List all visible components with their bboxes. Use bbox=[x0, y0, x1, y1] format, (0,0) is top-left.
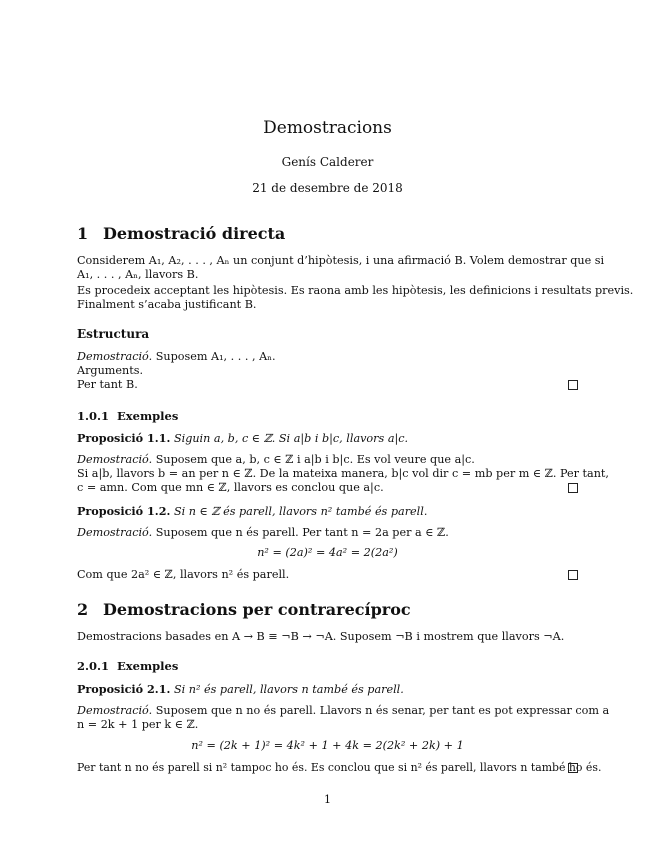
proof-line bbox=[77, 704, 610, 718]
subsubsection-number: 2.0.1 bbox=[77, 659, 110, 673]
proof-text: Suposem que a, b, c ∈ ℤ i a|b i b|c. Es vol veure que a|c. bbox=[152, 453, 475, 466]
proof-line: Per tant n no és parell si n² tampoc ho és. Es conclou que si n² és parell, llavors n també ho és. bbox=[77, 761, 602, 774]
proposition bbox=[77, 682, 579, 697]
section-title: Demostracions per contrarecíproc bbox=[103, 600, 411, 619]
qed-box bbox=[568, 483, 578, 493]
subsubsection-heading bbox=[77, 659, 178, 673]
qed-box bbox=[568, 380, 578, 390]
proposition-label: Proposició 1.1. bbox=[77, 431, 171, 445]
section-2-heading bbox=[77, 600, 411, 619]
proof-line: Arguments. bbox=[77, 364, 144, 377]
paragraph-line: Demostracions basades en A → B ≡ ¬B → ¬A. Suposem ¬B i mostrem que llavors ¬A. bbox=[77, 630, 565, 643]
proof-line: Per tant B. bbox=[77, 378, 138, 391]
proof-text: Suposem que n és parell. Per tant n = 2a per a ∈ ℤ. bbox=[152, 526, 449, 539]
qed-box bbox=[568, 570, 578, 580]
subsubsection-title: Exemples bbox=[117, 409, 179, 423]
subsubsection-number: 1.0.1 bbox=[77, 409, 110, 423]
paragraph-line: A₁, . . . , Aₙ, llavors B. bbox=[77, 268, 199, 281]
date: 21 de desembre de 2018 bbox=[252, 181, 403, 195]
proposition-label: Proposició 1.2. bbox=[77, 504, 171, 518]
proof-line bbox=[77, 453, 579, 467]
proof-line bbox=[77, 526, 579, 540]
equation: n² = (2k + 1)² = 4k² + 1 + 4k = 2(2k² + 2k) + 1 bbox=[191, 739, 464, 752]
section-title: Demostració directa bbox=[103, 224, 286, 243]
proof-text: Suposem A₁, . . . , Aₙ. bbox=[152, 350, 276, 363]
subsubsection-heading bbox=[77, 409, 178, 423]
proof-label: Demostració. bbox=[77, 350, 153, 363]
paragraph-line: Considerem A₁, A₂, . . . , Aₙ un conjunt d’hipòtesis, i una afirmació B. Volem demostrar que si bbox=[77, 254, 605, 267]
page-number: 1 bbox=[324, 793, 331, 806]
proof-line: n = 2k + 1 per k ∈ ℤ. bbox=[77, 718, 199, 731]
proof-line: Com que 2a² ∈ ℤ, llavors n² és parell. bbox=[77, 568, 290, 581]
section-number: 2 bbox=[77, 600, 89, 619]
proof-label: Demostració. bbox=[77, 453, 153, 466]
document-title: Demostracions bbox=[263, 118, 392, 138]
qed-box bbox=[568, 763, 578, 773]
paragraph-line: Finalment s’acaba justificant B. bbox=[77, 298, 257, 311]
proof-line bbox=[77, 350, 579, 364]
section-number: 1 bbox=[77, 224, 89, 243]
proposition-text: Si n² és parell, llavors n també és parell. bbox=[170, 683, 404, 696]
proposition-text: Siguin a, b, c ∈ ℤ. Si a|b i b|c, llavors a|c. bbox=[170, 432, 409, 445]
equation: n² = (2a)² = 4a² = 2(2a²) bbox=[257, 546, 398, 559]
proposition bbox=[77, 431, 579, 446]
proof-line: Si a|b, llavors b = an per n ∈ ℤ. De la mateixa manera, b|c vol dir c = mb per m ∈ ℤ. Per tant, bbox=[77, 467, 609, 480]
proof-text: Suposem que n no és parell. Llavors n és senar, per tant es pot expressar com a bbox=[152, 704, 610, 717]
proposition-label: Proposició 2.1. bbox=[77, 682, 171, 696]
subsubsection-title: Exemples bbox=[117, 659, 179, 673]
proof-line: c = amn. Com que mn ∈ ℤ, llavors es conclou que a|c. bbox=[77, 481, 384, 494]
author: Genís Calderer bbox=[281, 155, 374, 169]
paragraph-line: Es procedeix acceptant les hipòtesis. Es raona amb les hipòtesis, les definicions i resultats previs. bbox=[77, 284, 634, 297]
proof-label: Demostració. bbox=[77, 704, 153, 717]
proposition bbox=[77, 504, 579, 519]
section-1-heading bbox=[77, 224, 285, 243]
proof-label: Demostració. bbox=[77, 526, 153, 539]
subsection-heading: Estructura bbox=[77, 327, 150, 341]
proposition-text: Si n ∈ ℤ és parell, llavors n² també és parell. bbox=[170, 505, 428, 518]
